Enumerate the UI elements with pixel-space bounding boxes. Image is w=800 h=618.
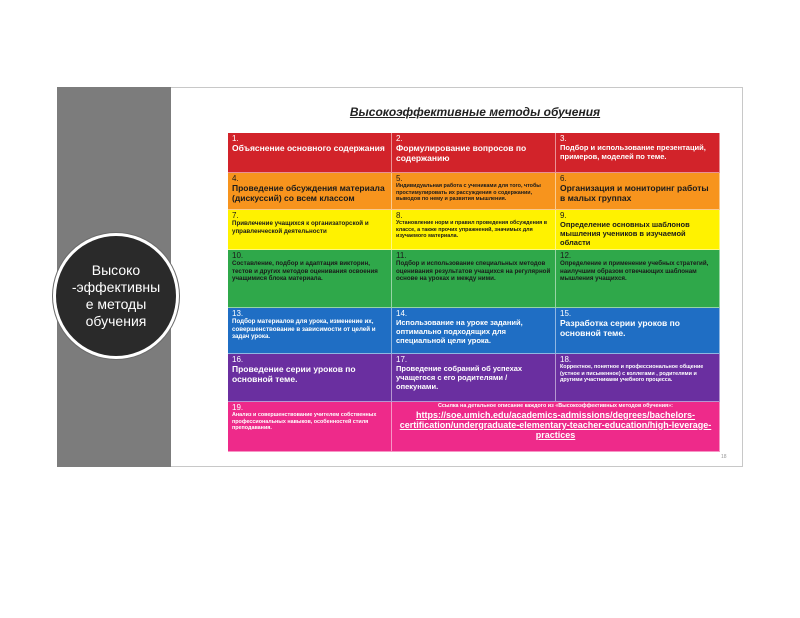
method-cell-14: 14. Использование на уроке заданий, оптимально подходящих для специальной цели урока. [392,308,556,354]
method-cell-5: 5. Индивидуальная работа с учениками для того, чтобы простимулировать их рассуждения о содержании, выводов по нему и развития мышления. [392,173,556,210]
method-cell-16: 16. Проведение серии уроков по основной теме. [228,354,392,402]
slide-page-number: 18 [721,454,727,460]
method-cell-18: 18. Корректное, понятное и профессиональное общение (устное и письменное) с коллегами , родителями и другими участниками учебного процесса. [556,354,720,402]
badge-text: Высоко -эффективны е методы обучения [71,262,161,329]
reference-caption: Ссылка на детальное описание каждого из «Высокоэффективных методов обучения»: [438,403,673,409]
reference-link[interactable]: https://soe.umich.edu/academics-admissions/degrees/bachelors-certification/undergraduate-elementary-teacher-education/high-leverage-practices [399,409,712,440]
method-cell-9: 9. Определение основных шаблонов мышления учеников в изучаемой области [556,210,720,250]
slide-title: Высокоэффективные методы обучения [349,105,601,119]
method-cell-3: 3. Подбор и использование презентаций, примеров, моделей по теме. [556,133,720,173]
reference-cell [392,402,720,452]
methods-table [228,133,720,452]
method-cell-12: 12. Определение и применение учебных стратегий, наилучшим образом отвечающих шаблонам мышления учащихся. [556,250,720,308]
method-cell-11: 11. Подбор и использование специальных методов оценивания результатов учащихся на регулярной основе на уроках и между ними. [392,250,556,308]
method-cell-6: 6. Организация и мониторинг работы в малых группах [556,173,720,210]
method-cell-4: 4. Проведение обсуждения материала (дискуссий) со всем классом [228,173,392,210]
method-cell-13: 13. Подбор материалов для урока, изменение их, совершенствование в зависимости от целей и задач урока. [228,308,392,354]
title-badge [56,236,176,356]
method-cell-1: 1. Объяснение основного содержания [228,133,392,173]
method-cell-15: 15. Разработка серии уроков по основной теме. [556,308,720,354]
method-cell-8: 8. Установление норм и правил проведения обсуждения в классе, а также прочих упражнений, значимых для изучаемого материала. [392,210,556,250]
method-cell-10: 10. Составление, подбор и адаптация викторин, тестов и других методов оценивания освоения учащимися блока материала. [228,250,392,308]
method-cell-19: 19. Анализ и совершенствование учителем собственных профессиональных навыков, особенностей стиля преподавания. [228,402,392,452]
method-cell-17: 17. Проведение собраний об успехах учащегося с его родителями / опекунами. [392,354,556,402]
method-cell-7: 7. Привлечение учащихся к организаторской и управленческой деятельности [228,210,392,250]
method-cell-2: 2. Формулирование вопросов по содержанию [392,133,556,173]
